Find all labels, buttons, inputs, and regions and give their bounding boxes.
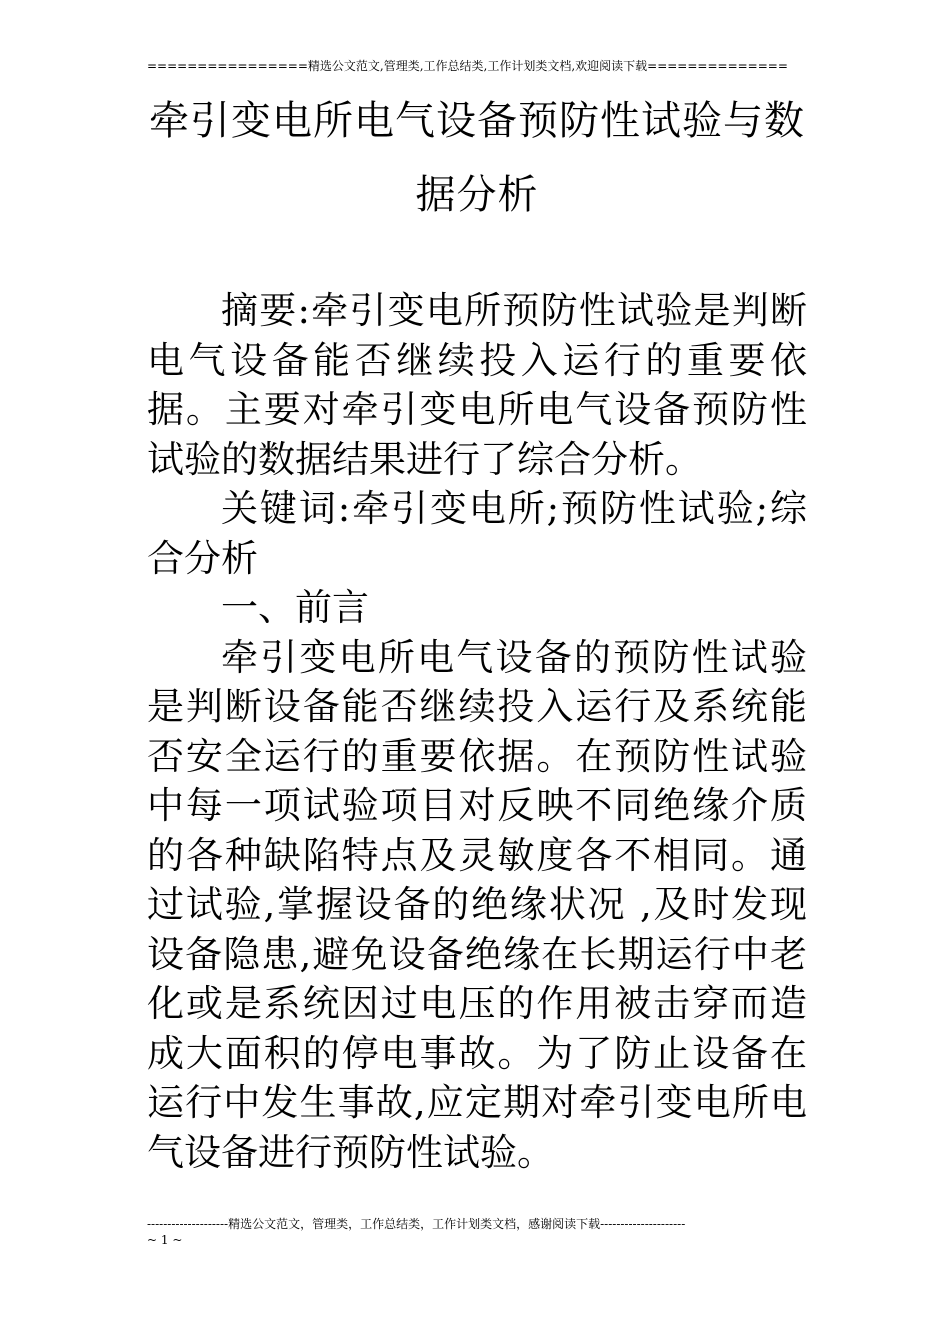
document-title: 牵引变电所电气设备预防性试验与数据分析	[149, 98, 805, 218]
abstract-paragraph: 摘要:牵引变电所预防性试验是判断电气设备能否继续投入运行的重要依据。主要对牵引变电所电气设备预防性试验的数据结果进行了综合分析。	[147, 289, 807, 481]
document-body	[147, 286, 807, 1177]
footer-banner: --------------------精选公文范文，管理类，工作总结类，工作计划类文档，感谢阅读下载---------------------	[147, 1217, 686, 1231]
header-banner: ================精选公文范文,管理类,工作总结类,工作计划类文档,欢迎阅读下载==============	[147, 59, 788, 73]
keywords-paragraph: 关键词:牵引变电所;预防性试验;综合分析	[147, 487, 807, 580]
page-number: ~ 1 ~	[147, 1233, 183, 1247]
body-paragraph: 牵引变电所电气设备的预防性试验是判断设备能否继续投入运行及系统能否安全运行的重要依据。在预防性试验中每一项试验项目对反映不同绝缘介质的各种缺陷特点及灵敏度各不相同。通过试验,掌握设备的绝缘状况 ,及时发现设备隐患,避免设备绝缘在长期运行中老化或是系统因过电压的作用被击穿而造成大面积的停电事故。为了防止设备在运行中发生事故,应定期对牵引变电所电气设备进行预防性试验。	[147, 635, 807, 1174]
section-heading: 一、前言	[221, 586, 369, 629]
